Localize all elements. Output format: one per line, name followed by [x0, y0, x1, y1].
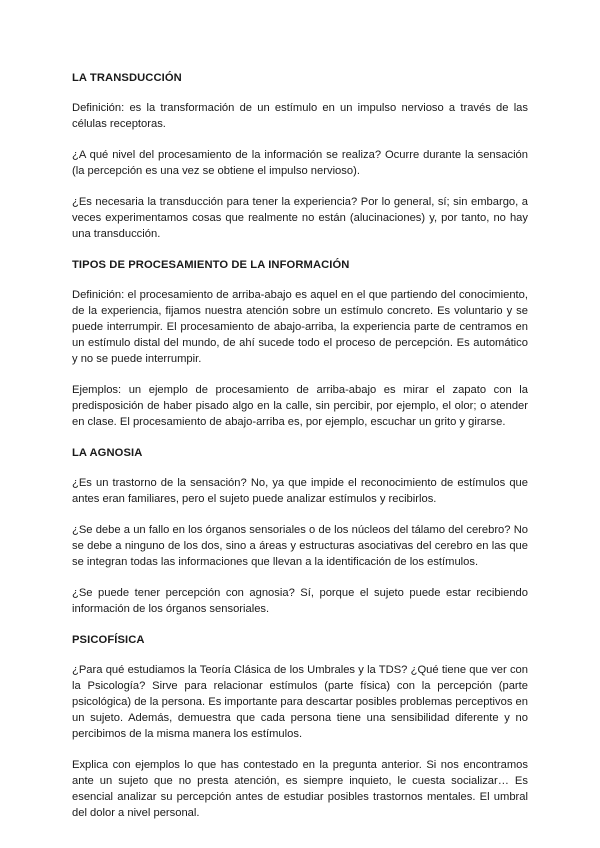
- section-heading: PSICOFÍSICA: [72, 634, 145, 646]
- paragraph: Ejemplos: un ejemplo de procesamiento de arriba-abajo es mirar el zapato con la predisposición de haber pisado algo en la calle, sin percibir, por ejemplo, el olor; o atender en clase. El procesamiento de abajo-arriba es, por ejemplo, escuchar un grito y girarse.: [72, 384, 528, 428]
- paragraph: ¿Para qué estudiamos la Teoría Clásica de los Umbrales y la TDS? ¿Qué tiene que ver con la Psicología? Sirve para relacionar estímulos (parte física) con la percepción (parte psicológica) de la persona. Es importante para descartar posibles problemas perceptivos en un sujeto. Además, demuestra que cada persona tiene una sensibilidad diferente y no percibimos de la misma manera los estímulos.: [72, 664, 528, 740]
- section-transduccion: [72, 70, 528, 242]
- paragraph: Explica con ejemplos lo que has contestado en la pregunta anterior. Si nos encontramos ante un sujeto que no presta atención, es siempre inquieto, le cuesta socializar… Es esencial analizar su percepción antes de estudiar posibles trastornos mentales. El umbral del dolor a nivel personal.: [72, 759, 528, 819]
- document-page: [72, 70, 528, 836]
- paragraph: ¿Es necesaria la transducción para tener la experiencia? Por lo general, sí; sin embargo, a veces experimentamos cosas que realmente no están (alucinaciones) y, por tanto, no hay una transducción.: [72, 196, 528, 240]
- paragraph: ¿Es un trastorno de la sensación? No, ya que impide el reconocimiento de estímulos que antes eran familiares, pero el sujeto puede analizar estímulos y recibirlos.: [72, 477, 528, 505]
- paragraph: ¿Se puede tener percepción con agnosia? Sí, porque el sujeto puede estar recibiendo información de los órganos sensoriales.: [72, 587, 528, 615]
- section-heading: LA TRANSDUCCIÓN: [72, 72, 182, 84]
- section-tipos-procesamiento: [72, 257, 528, 430]
- paragraph: Definición: es la transformación de un estímulo en un impulso nervioso a través de las células receptoras.: [72, 102, 528, 130]
- paragraph: ¿Se debe a un fallo en los órganos sensoriales o de los núcleos del tálamo del cerebro? No se debe a ninguno de los dos, sino a áreas y estructuras asociativas del cerebro en las que se integran todas las informaciones que llevan a la identificación de los estímulos.: [72, 524, 528, 568]
- section-psicofisica: [72, 632, 528, 821]
- section-heading: LA AGNOSIA: [72, 447, 143, 459]
- paragraph: Definición: el procesamiento de arriba-abajo es aquel en el que partiendo del conocimiento, de la experiencia, fijamos nuestra atención sobre un estímulo concreto. Es voluntario y se puede interrumpir. El procesamiento de abajo-arriba, la experiencia parte de centramos en un estímulo distal del mundo, de ahí sucede todo el proceso de percepción. Es automático y no se puede interrumpir.: [72, 289, 528, 365]
- section-agnosia: [72, 445, 528, 617]
- section-heading: TIPOS DE PROCESAMIENTO DE LA INFORMACIÓN: [72, 259, 350, 271]
- paragraph: ¿A qué nivel del procesamiento de la información se realiza? Ocurre durante la sensación (la percepción es una vez se obtiene el impulso nervioso).: [72, 149, 528, 177]
